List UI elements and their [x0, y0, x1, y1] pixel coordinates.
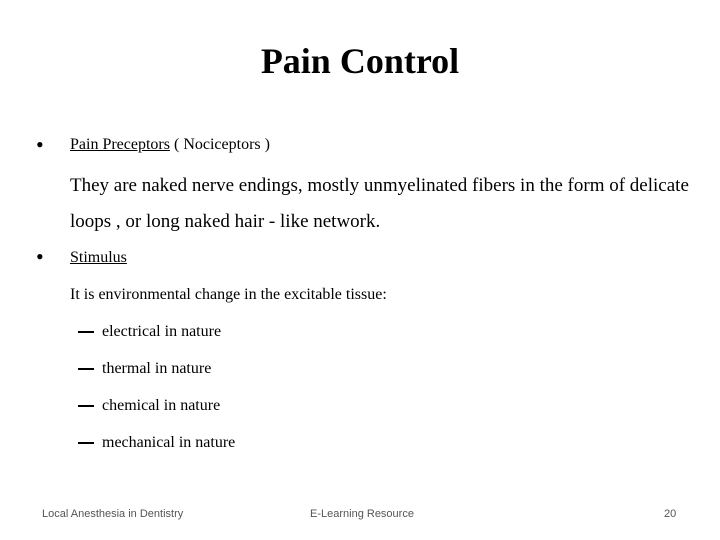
bullet-paragraph: They are naked nerve endings, mostly unmyelinated fibers in the form of delicate loops , or long naked hair - like network.: [70, 175, 689, 232]
list-item: mechanical in nature: [102, 434, 236, 451]
heading-rest-text: ( Nociceptors ): [169, 136, 270, 153]
footer-center: E-Learning Resource: [310, 508, 414, 520]
dash-icon: [78, 442, 94, 444]
list-item: electrical in nature: [102, 323, 222, 340]
dash-icon: [78, 368, 94, 370]
dash-icon: [78, 331, 94, 333]
list-item: chemical in nature: [102, 397, 221, 414]
dash-icon: [78, 405, 94, 407]
bullet-icon: •: [36, 132, 44, 157]
footer-left: Local Anesthesia in Dentistry: [42, 508, 184, 520]
bullet-icon: •: [36, 244, 44, 269]
bullet-heading-stimulus: [70, 249, 127, 267]
bullet-heading-pain-preceptors: [70, 136, 270, 154]
page-number: 20: [664, 508, 677, 520]
stimulus-intro: It is environmental change in the excitable tissue:: [70, 286, 387, 303]
slide-title: Pain Control: [260, 41, 460, 81]
heading-underlined-text: Stimulus: [70, 249, 127, 266]
list-item: thermal in nature: [102, 360, 212, 377]
heading-underlined-text: Pain Preceptors: [70, 136, 170, 153]
